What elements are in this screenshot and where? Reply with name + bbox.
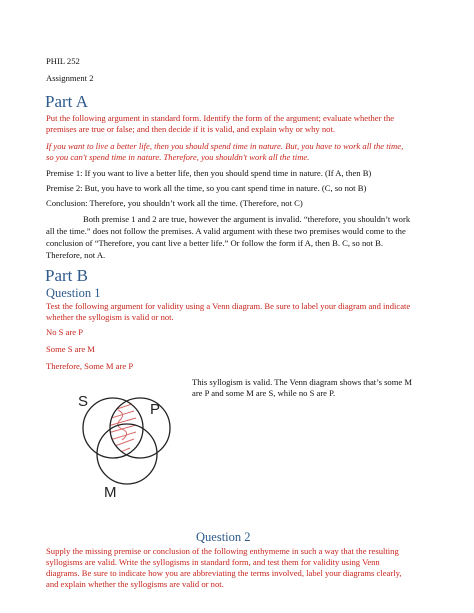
course-code: PHIL 252 <box>46 56 80 66</box>
part-a-answer-line-1: Both premise 1 and 2 are true, however the argument is invalid. “therefore, you shouldn’t work <box>83 214 411 224</box>
part-a-heading: Part A <box>45 92 88 111</box>
syllogism-premise-2: Some S are M <box>46 344 95 354</box>
part-a-argument-line-2: so you can't spend time in nature. Therefore, you shouldn't work all the time. <box>46 152 310 162</box>
assignment-title: Assignment 2 <box>46 73 94 83</box>
question-1-instructions-line-2: whether the syllogism is valid or not. <box>46 312 174 322</box>
premise-1: Premise 1: If you want to live a better life, then you should spend time in nature. (If A, then B) <box>46 168 372 178</box>
premise-2: Premise 2: But, you have to work all the time, so you cant spend time in nature. (C, so not B) <box>46 183 367 193</box>
question-1-heading: Question 1 <box>46 286 101 300</box>
question-2-heading: Question 2 <box>196 530 251 544</box>
question-2-instructions-line-1: Supply the missing premise or conclusion of the following enthymeme in such a way that the resulting <box>46 546 399 556</box>
question-1-answer-line-2: are P and some M are S, while no S are P. <box>192 388 336 398</box>
circle-p <box>110 398 170 458</box>
question-1-answer-line-1: This syllogism is valid. The Venn diagram shows that’s some M <box>192 377 413 387</box>
part-a-instructions-line-1: Put the following argument in standard form. Identify the form of the argument; evaluate whether the <box>46 113 395 123</box>
question-1-instructions-line-1: Test the following argument for validity using a Venn diagram. Be sure to label your diagram and indicate <box>46 301 411 311</box>
syllogism-premise-1: No S are P <box>46 327 83 337</box>
part-a-answer-line-2: all the time.” does not follow the premises. A valid argument with these two premises would come to the <box>46 226 406 236</box>
question-2-instructions-line-3: diagrams. Be sure to indicate how you are abbreviating the terms involved, label your diagrams clearly, <box>46 568 402 578</box>
part-b-heading: Part B <box>45 266 88 285</box>
label-p: P <box>150 401 161 418</box>
part-a-answer-line-3: conclusion of “Therefore, you cant live a better life.” Or follow the form if A, then B. C, so not B. <box>46 238 383 248</box>
part-a-argument-line-1: If you want to live a better life, then you should spend time in nature. But, you have to work all the time, <box>46 141 404 151</box>
part-a-instructions-line-2: premises are true or false; and then decide if it is valid, and explain why or why not. <box>46 124 335 134</box>
label-m: M <box>104 484 117 500</box>
label-s: S <box>78 393 89 410</box>
venn-diagram <box>70 390 180 500</box>
question-2-instructions-line-4: and explain whether the syllogisms are valid or not. <box>46 579 224 589</box>
conclusion: Conclusion: Therefore, you shouldn’t work all the time. (Therefore, not C) <box>46 198 303 208</box>
s-p-overlap-shading <box>108 400 136 454</box>
syllogism-conclusion: Therefore, Some M are P <box>46 361 134 371</box>
part-a-answer-line-4: Therefore, not A. <box>46 250 106 260</box>
question-2-instructions-line-2: syllogisms are valid. Write the syllogisms in standard form, and test them for validity using Venn <box>46 557 380 567</box>
